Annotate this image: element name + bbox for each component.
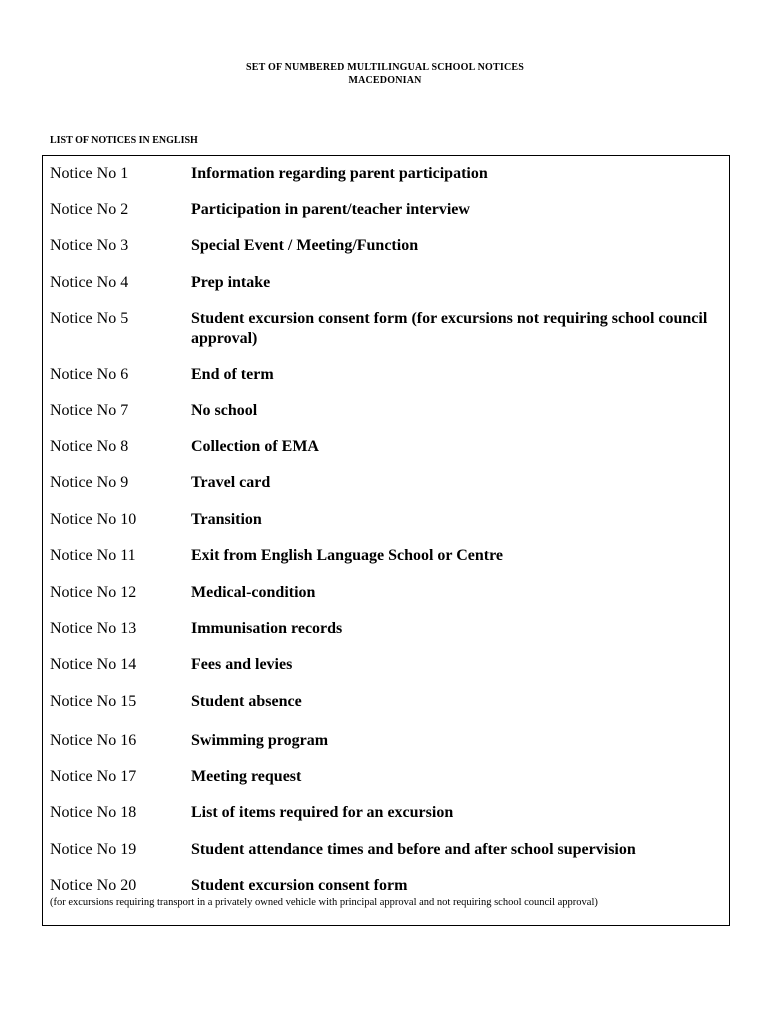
notice-title: Student excursion consent form (for excursions not requiring school council approval) [191, 310, 708, 347]
notice-number: Notice No 16 [50, 732, 137, 749]
notice-number: Notice No 4 [50, 274, 129, 291]
document-title: SET OF NUMBERED MULTILINGUAL SCHOOL NOTICES [245, 62, 525, 73]
notice-title: Collection of EMA [191, 438, 319, 455]
notice-number: Notice No 17 [50, 768, 137, 785]
notice-number: Notice No 6 [50, 366, 129, 383]
notice-title: Meeting request [191, 768, 302, 785]
notice-title: Immunisation records [191, 620, 343, 637]
notice-title: Swimming program [191, 732, 329, 749]
notice-number: Notice No 9 [50, 474, 129, 491]
notice-number: Notice No 3 [50, 237, 129, 254]
notice-number: Notice No 1 [50, 165, 129, 182]
notice-number: Notice No 5 [50, 310, 129, 327]
notice-number: Notice No 19 [50, 841, 137, 858]
notice-number: Notice No 18 [50, 804, 137, 821]
notice-number: Notice No 13 [50, 620, 137, 637]
notice-title: Student excursion consent form [191, 877, 408, 894]
notice-number: Notice No 20 [50, 877, 137, 894]
notice-number: Notice No 15 [50, 693, 137, 710]
notice-number: Notice No 14 [50, 656, 137, 673]
notice-number: Notice No 7 [50, 402, 129, 419]
notice-title: End of term [191, 366, 274, 383]
notice-title: List of items required for an excursion [191, 804, 454, 821]
list-heading: LIST OF NOTICES IN ENGLISH [50, 135, 198, 146]
notice-title: Participation in parent/teacher interview [191, 201, 470, 218]
document-header [0, 61, 770, 87]
notice-20-note: (for excursions requiring transport in a privately owned vehicle with principal approval and not requiring school council approval) [50, 897, 598, 908]
notice-title: Information regarding parent participation [191, 165, 488, 182]
notice-list-table [42, 155, 730, 926]
notice-title: Prep intake [191, 274, 271, 291]
notice-number: Notice No 10 [50, 511, 137, 528]
notice-title: Special Event / Meeting/Function [191, 237, 419, 254]
notice-title: Student absence [191, 693, 302, 710]
notice-number: Notice No 12 [50, 584, 137, 601]
notice-title: No school [191, 402, 258, 419]
notice-number: Notice No 2 [50, 201, 129, 218]
notice-title: Student attendance times and before and after school supervision [191, 841, 636, 858]
notice-title: Transition [191, 511, 262, 528]
notice-title: Medical-condition [191, 584, 316, 601]
notice-number: Notice No 8 [50, 438, 129, 455]
notice-title: Fees and levies [191, 656, 293, 673]
notice-title: Exit from English Language School or Centre [191, 547, 504, 564]
notice-title: Travel card [191, 474, 271, 491]
notice-number: Notice No 11 [50, 547, 136, 564]
document-language: MACEDONIAN [348, 75, 422, 86]
